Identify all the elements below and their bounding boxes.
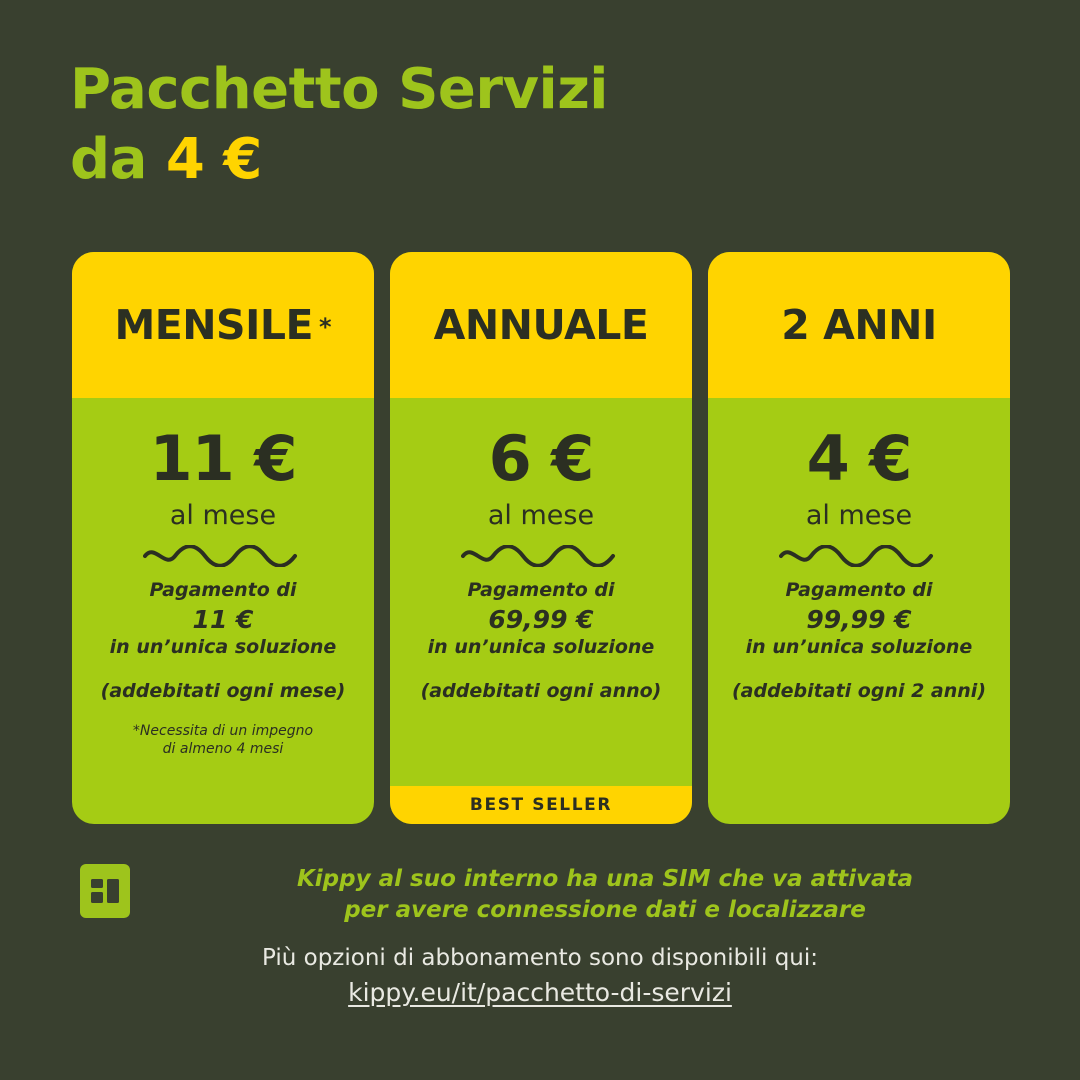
- plan-price: 11 €: [149, 422, 297, 495]
- payment-single: in un’unica soluzione: [745, 636, 973, 658]
- payment-single: in un’unica soluzione: [109, 636, 337, 658]
- sim-activation-text: [200, 864, 1010, 926]
- plan-period: al mese: [169, 500, 277, 531]
- card-header-2anni: [708, 252, 1010, 398]
- best-seller-badge: BEST SELLER: [390, 786, 692, 824]
- plan-period: al mese: [487, 500, 595, 531]
- payment-block: [428, 579, 655, 660]
- more-options-text: Più opzioni di abbonamento sono disponibili qui:: [261, 945, 819, 971]
- sim-activation-line1: Kippy al suo interno ha una SIM che va attivata: [296, 866, 914, 892]
- payment-amount: 99,99 €: [806, 604, 912, 634]
- payment-note: (addebitati ogni mese): [100, 679, 346, 702]
- plan-period: al mese: [805, 500, 913, 531]
- plan-title: ANNUALE: [433, 301, 649, 349]
- payment-block: [110, 579, 337, 660]
- payment-note: (addebitati ogni 2 anni): [731, 679, 987, 702]
- plan-title: MENSILE: [114, 301, 313, 349]
- payment-note: (addebitati ogni anno): [420, 679, 662, 702]
- card-header-mensile: [72, 252, 374, 398]
- card-body-mensile: [72, 398, 374, 824]
- payment-label: Pagamento di: [149, 579, 297, 601]
- page-title-line2: [70, 127, 608, 192]
- plan-footnote-line2: di almeno 4 mesi: [162, 740, 284, 757]
- card-header-annuale: [390, 252, 692, 398]
- page-title-prefix: da: [70, 127, 166, 192]
- payment-block: [746, 579, 973, 660]
- wave-divider-icon: [143, 545, 303, 567]
- payment-amount: 69,99 €: [488, 604, 594, 634]
- wave-divider-icon: [779, 545, 939, 567]
- plan-price: 4 €: [806, 422, 912, 495]
- payment-single: in un’unica soluzione: [427, 636, 655, 658]
- payment-label: Pagamento di: [467, 579, 615, 601]
- sim-card-icon: [78, 862, 142, 920]
- sim-activation-line2: per avere connessione dati e localizzare: [344, 897, 866, 924]
- card-body-2anni: [708, 398, 1010, 824]
- plan-title-asterisk: *: [318, 313, 332, 341]
- pricing-card-2anni[interactable]: [708, 252, 1010, 824]
- page-title-line1: Pacchetto Servizi: [70, 57, 608, 122]
- plan-footnote-line1: *Necessita di un impegno: [132, 722, 314, 739]
- plan-price: 6 €: [488, 422, 594, 495]
- page-title: [70, 57, 608, 192]
- pricing-card-mensile[interactable]: [72, 252, 374, 824]
- plan-title: 2 ANNI: [781, 301, 937, 349]
- page-title-price: 4 €: [165, 127, 262, 192]
- payment-label: Pagamento di: [785, 579, 933, 601]
- wave-divider-icon: [461, 545, 621, 567]
- payment-amount: 11 €: [192, 604, 254, 634]
- pricing-card-annuale[interactable]: [390, 252, 692, 824]
- card-body-annuale: [390, 398, 692, 824]
- website-link[interactable]: kippy.eu/it/pacchetto-di-servizi: [348, 978, 732, 1007]
- pricing-cards: [72, 252, 1012, 824]
- plan-footnote: [133, 722, 313, 758]
